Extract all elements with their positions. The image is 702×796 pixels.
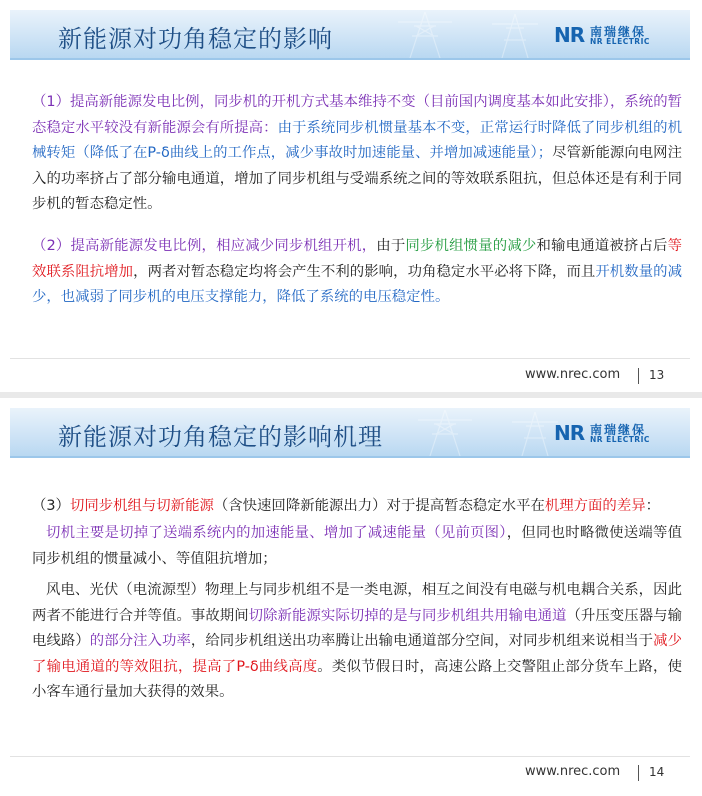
- text-red: 机理方面的差异: [544, 498, 646, 514]
- page-number: 14: [649, 765, 665, 779]
- text-blue: 开机数量的减少，也减弱了同步机的电压支撑能力，降低了系统的电压稳定性。: [32, 263, 682, 305]
- nr-electric-logo-icon: [554, 23, 674, 49]
- logo-mark: NR: [554, 23, 585, 47]
- title-bar: [10, 10, 690, 60]
- text-dark: ，但同也时略微使送端等值同步机组的惯量减小、等值阻抗增加；: [32, 525, 682, 567]
- text-red: 等效联系阻抗增加: [32, 238, 682, 280]
- page-number: 13: [649, 368, 665, 382]
- text-dark: （升压变压器与输电线路）: [32, 607, 682, 649]
- paragraph-3: [32, 494, 682, 520]
- logo-cn: 南瑞继保: [590, 25, 647, 39]
- text-red: 减少了输电通道的等效阻抗，提高了P-δ曲线高度: [32, 633, 682, 675]
- transmission-tower-icon: [410, 408, 480, 458]
- paragraph-4: [32, 521, 682, 572]
- text-purple: 的部分注入功率: [89, 633, 191, 649]
- text-dark: （含快速回降新能源出力）对于提高暂态稳定水平在: [213, 498, 545, 514]
- logo-en: NR ELECTRIC: [590, 37, 650, 46]
- text-dark: 尽管新能源向电网注入的功率挤占了部分输电通道，增加了同步机组与受端系统之间的等效联系阻抗，但总体还是有利于同步机的暂态稳定性。: [32, 145, 682, 212]
- footer-divider: [10, 756, 690, 757]
- paragraph-2: [32, 234, 682, 311]
- text-dark: 由于: [376, 238, 406, 254]
- nr-electric-logo-icon: [554, 421, 674, 447]
- text-dark: 风电、光伏（电流源型）物理上与同步机组不是一类电源，相互之间没有电磁与机电耦合关系，因此两者不能进行合并等值。事故期间: [32, 582, 682, 624]
- footer-divider: [10, 358, 690, 359]
- text-blue: 由于系统同步机惯量基本不变，正常运行时降低了同步机组的机械转矩（降低了在P-δ曲线上的工作点，减少事故时加速能量、并增加减速能量）；: [32, 119, 682, 161]
- text-dark: （3）: [32, 498, 70, 514]
- text-purple: （1）提高新能源发电比例，同步机的开机方式基本维持不变（目前国内调度基本如此安排），系统的暂态稳定水平较没有新能源会有所提高：: [32, 94, 682, 136]
- text-green: 同步机组惯量的减少: [405, 238, 537, 254]
- text-purple: 切机主要是切掉了送端系统内的加速能量、增加了减速能量（见前页图）: [46, 525, 507, 541]
- logo-en: NR ELECTRIC: [590, 435, 650, 444]
- footer-separator: [638, 368, 639, 384]
- title-bar: [10, 408, 690, 458]
- page-title: 新能源对功角稳定的影响: [58, 25, 333, 53]
- page-title: 新能源对功角稳定的影响机理: [58, 423, 383, 451]
- logo-cn: 南瑞继保: [590, 423, 647, 437]
- text-red: 切同步机组与切新能源: [69, 498, 214, 514]
- footer-separator: [638, 765, 639, 781]
- paragraph-5: [32, 578, 682, 706]
- text-dark: ：: [645, 498, 661, 514]
- text-dark: 和输电通道被挤占后: [536, 238, 668, 254]
- footer-url: www.nrec.com: [525, 764, 621, 779]
- text-dark: ，两者对暂态稳定均将会产生不利的影响，功角稳定水平必将下降，而且: [133, 263, 596, 280]
- text-dark: ，给同步机组送出功率腾让出输电通道部分空间，对同步机组来说相当于: [190, 633, 654, 649]
- paragraph-1: [32, 90, 682, 218]
- text-purple: 切除新能源实际切掉的是与同步机组共用输电通道: [248, 607, 567, 624]
- text-dark: 。类似节假日时，高速公路上交警阻止部分货车上路，使小客车通行量加大获得的效果。: [32, 658, 682, 700]
- text-purple: （2）提高新能源发电比例，相应减少同步机组开机，: [32, 238, 377, 254]
- footer-url: www.nrec.com: [525, 367, 621, 382]
- slide-13: [0, 0, 702, 392]
- transmission-tower-icon: [390, 10, 460, 60]
- transmission-tower-icon: [480, 10, 550, 60]
- logo-mark: NR: [554, 421, 585, 445]
